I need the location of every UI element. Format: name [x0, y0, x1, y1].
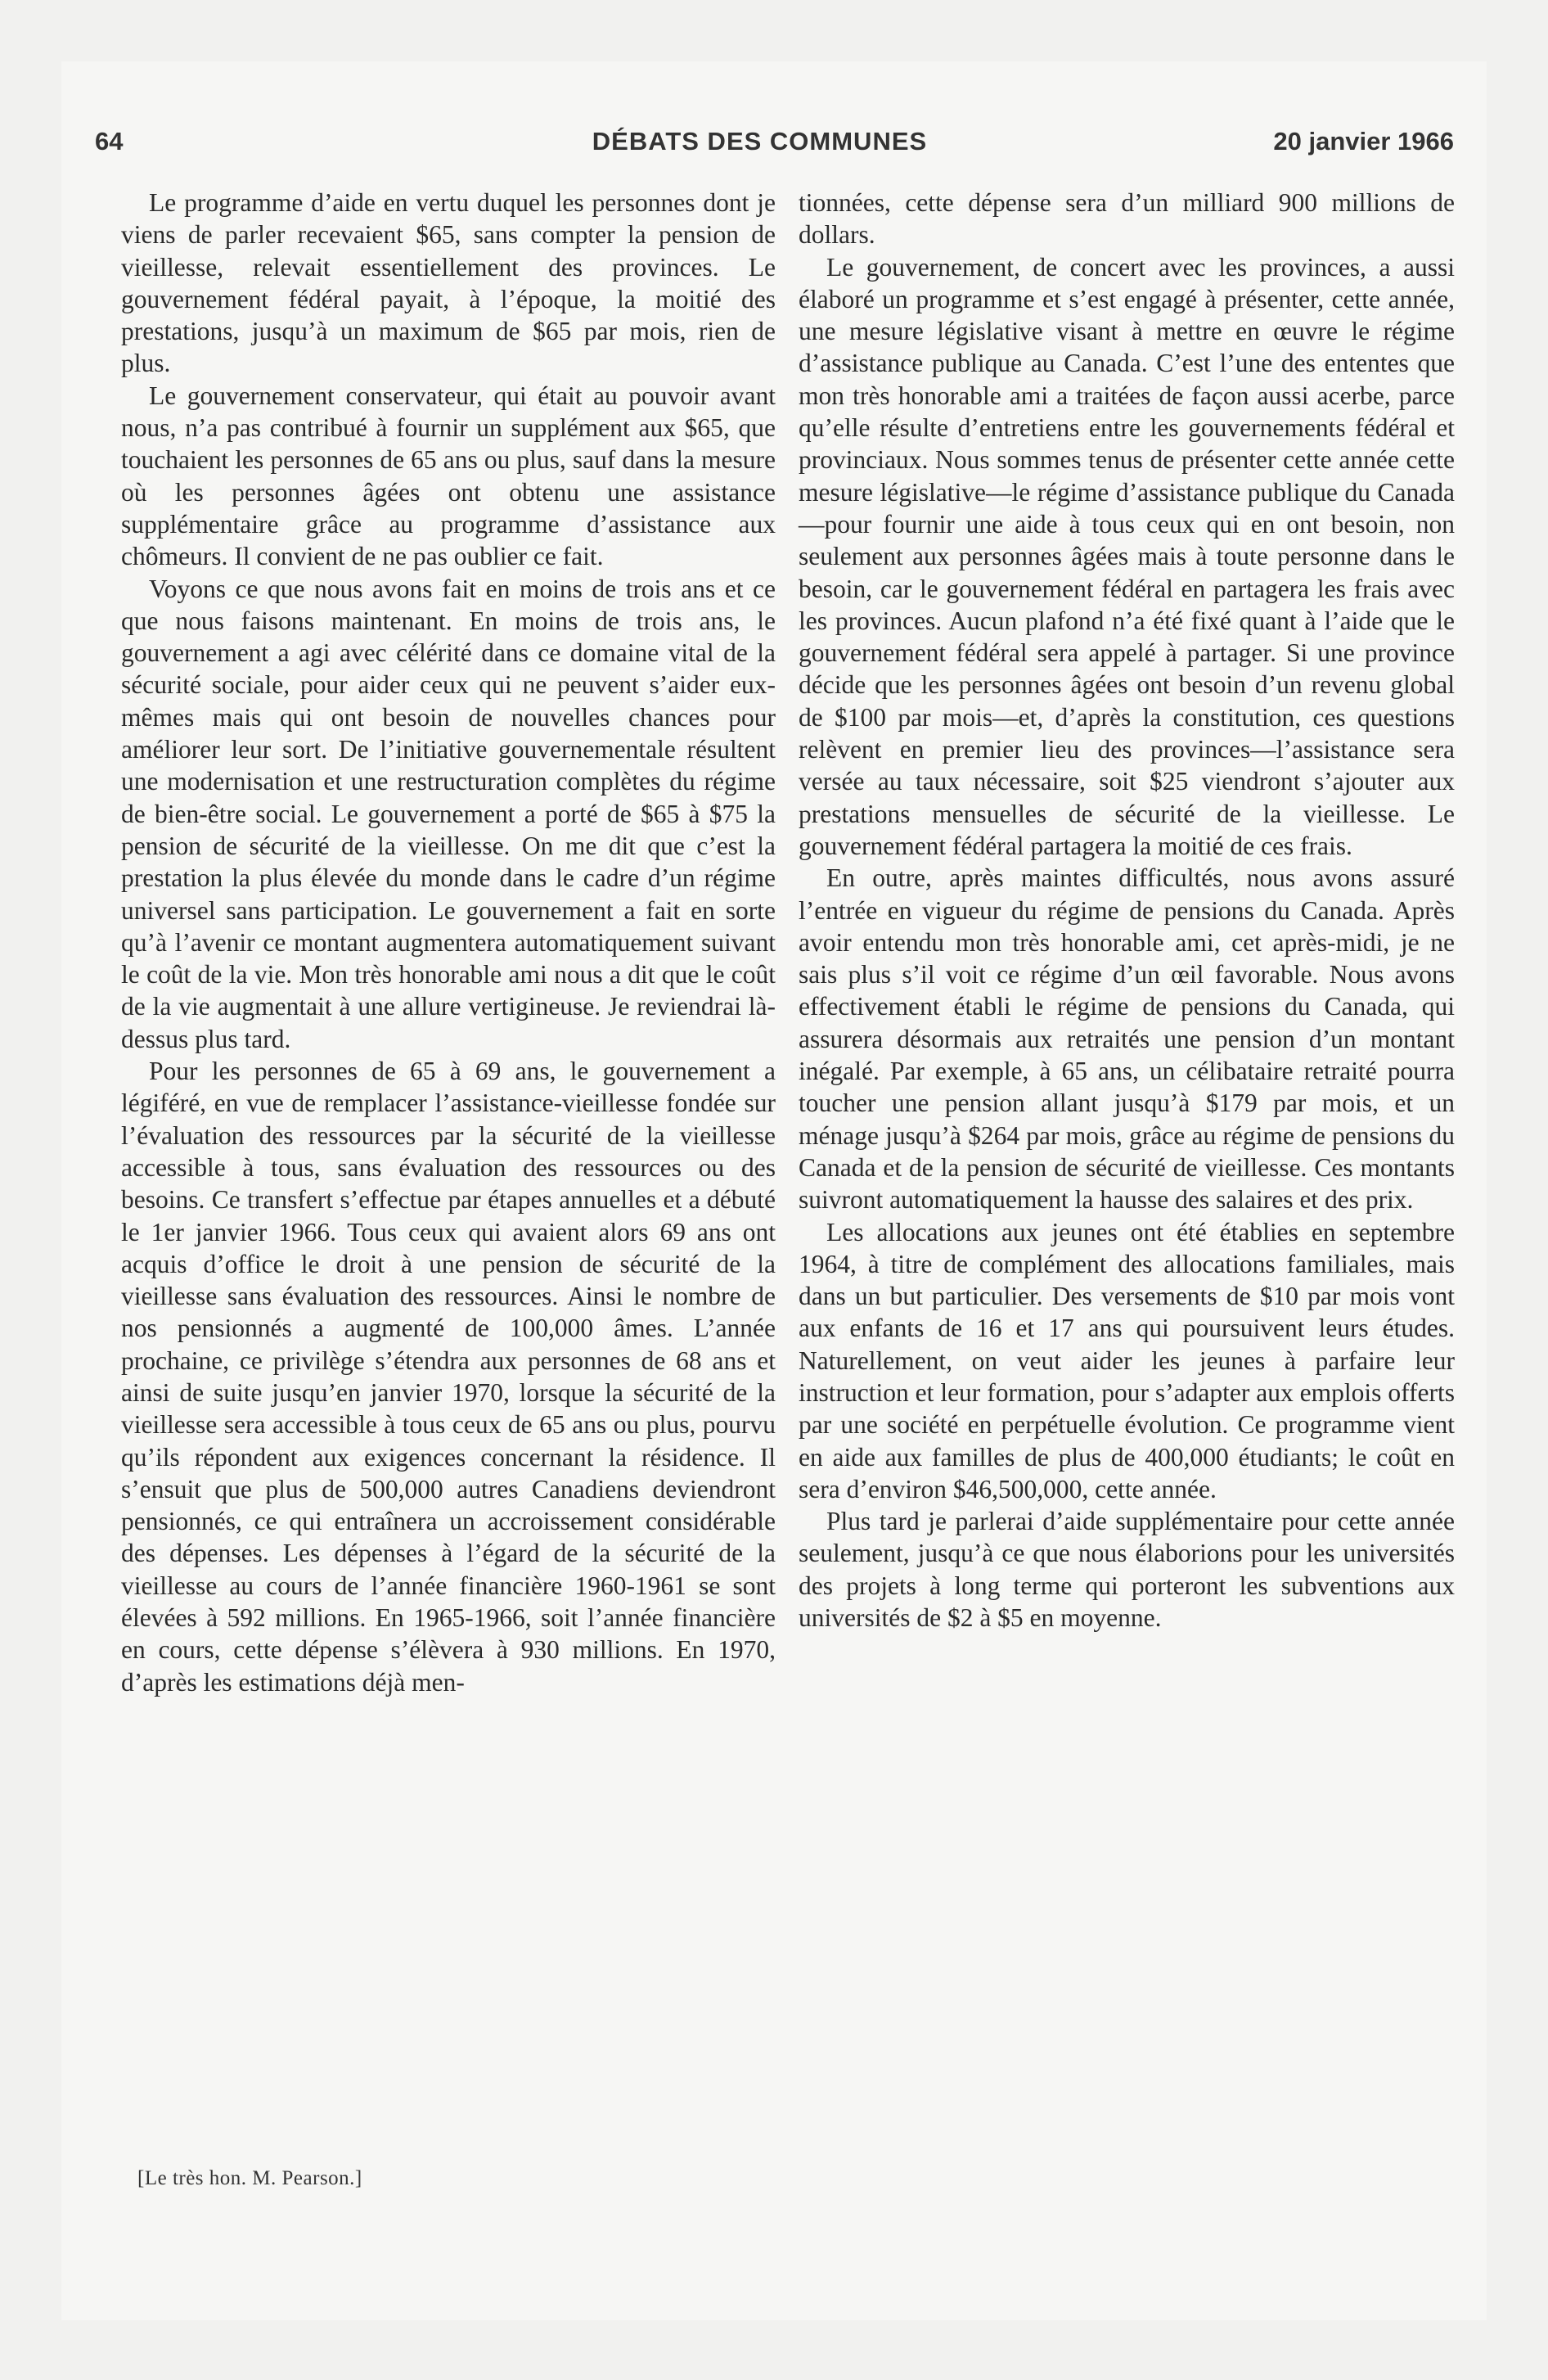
- page-title: DÉBATS DES COMMUNES: [592, 127, 928, 156]
- paragraph: Le programme d’aide en vertu duquel les personnes dont je viens de parler recevaient $65, sans compter la pension de vieillesse, relevait essentiellement des provinces. Le gouvernement fédéral payait, à l’époque, la moitié des prestations, jusqu’à un maximum de $65 par mois, rien de plus.: [121, 188, 776, 378]
- paragraph: Le gouvernement, de concert avec les provinces, a aussi élaboré un programme et s’est engagé à présenter, cette année, une mesure législative visant à mettre en œuvre le régime d’assistance publique au Canada. C’est l’une des ententes que mon très honorable ami a traitées de façon aussi acerbe, parce qu’elle résulte d’entretiens entre les gouvernements fédéral et provinciaux. Nous sommes tenus de présenter cette année cette mesure législative—le régime d’assistance publique du Canada—pour fournir une aide à tous ceux qui en ont besoin, non seulement aux personnes âgées mais à toute personne dans le besoin, car le gouvernement fédéral en partagera les frais avec les provinces. Aucun plafond n’a été fixé quant à l’aide que le gouvernement fédéral sera appelé à partager. Si une province décide que les personnes âgées ont besoin d’un revenu global de $100 par mois—et, d’après la constitution, ces questions relèvent en premier lieu des provinces—l’assistance sera versée au taux nécessaire, soit $25 viendront s’ajouter aux prestations mensuelles de sécurité de la vieillesse. Le gouvernement fédéral partagera la moitié de ces frais.: [799, 252, 1455, 860]
- paragraph: Pour les personnes de 65 à 69 ans, le gouvernement a légiféré, en vue de remplacer l’assistance-vieillesse fondée sur l’évaluation des ressources par la sécurité de la vieillesse accessible à tous, sans évaluation des ressources ou des besoins. Ce transfert s’effectue par étapes annuelles et a débuté le 1er janvier 1966. Tous ceux qui avaient alors 69 ans ont acquis d’office le droit à une pension de sécurité de la vieillesse sans évaluation des ressources. Ainsi le nombre de nos pensionnés a augmenté de 100,000 âmes. L’année prochaine, ce privilège s’étendra aux personnes de 68 ans et ainsi de suite jusqu’en janvier 1970, lorsque la sécurité de la vieillesse sera accessible à tous ceux de 65 ans ou plus, pourvu qu’ils répondent aux exigences concernant la résidence. Il s’ensuit que plus de 500,000 autres Canadiens deviendront pensionnés, ce qui entraînera un accroissement considérable des dépenses. Les dépenses à l’égard de la sécurité de la vieillesse au cours de l’année financière 1960-1961 se sont élevées à 592 millions. En 1965-1966, soit l’année financière en cours, cette dépense s’élèvera à 930 millions. En 1970, d’après les estimations déjà men-: [121, 1057, 776, 1697]
- right-column: [799, 187, 1455, 1634]
- paragraph: Plus tard je parlerai d’aide supplémentaire pour cette année seulement, jusqu’à ce que nous élaborions pour les universités des projets à long terme qui porteront les subventions aux universités de $2 à $5 en moyenne.: [799, 1507, 1455, 1633]
- page-header: [65, 61, 1454, 156]
- page-number: 64: [95, 127, 124, 156]
- paragraph: En outre, après maintes difficultés, nous avons assuré l’entrée en vigueur du régime de pensions du Canada. Après avoir entendu mon très honorable ami, cet après-midi, je ne sais plus s’il voit ce régime d’un œil favorable. Nous avons effectivement établi le régime de pensions du Canada, qui assurera désormais aux retraités une pension d’un montant inégalé. Par exemple, à 65 ans, un célibataire retraité pourra toucher une pension allant jusqu’à $179 par mois, et un ménage jusqu’à $264 par mois, grâce au régime de pensions du Canada et de la pension de sécurité de vieillesse. Ces montants suivront automatiquement la hausse des salaires et des prix.: [799, 863, 1455, 1215]
- speaker-attribution: [Le très hon. M. Pearson.]: [137, 2167, 362, 2189]
- left-column: [121, 187, 776, 1698]
- paragraph: Le gouvernement conservateur, qui était au pouvoir avant nous, n’a pas contribué à fournir un supplément aux $65, que touchaient les personnes de 65 ans ou plus, sauf dans la mesure où les personnes âgées ont obtenu une assistance supplémentaire grâce au programme d’assistance aux chômeurs. Il convient de ne pas oublier ce fait.: [121, 381, 776, 571]
- paragraph: Les allocations aux jeunes ont été établies en septembre 1964, à titre de complément des allocations familiales, mais dans un but particulier. Des versements de $10 par mois vont aux enfants de 16 et 17 ans qui poursuivent leurs études. Naturellement, on veut aider les jeunes à parfaire leur instruction et leur formation, pour s’adapter aux emplois offerts par une société en perpétuelle évolution. Ce programme vient en aide aux familles de plus de 400,000 étudiants; le coût en sera d’environ $46,500,000, cette année.: [799, 1217, 1455, 1503]
- page-date: 20 janvier 1966: [1273, 127, 1454, 156]
- paragraph-continuation: tionnées, cette dépense sera d’un milliard 900 millions de dollars.: [799, 188, 1455, 250]
- paragraph: Voyons ce que nous avons fait en moins de trois ans et ce que nous faisons maintenant. En moins de trois ans, le gouvernement a agi avec célérité dans ce domaine vital de la sécurité sociale, pour aider ceux qui ne peuvent s’aider eux-mêmes mais qui ont besoin de nouvelles chances pour améliorer leur sort. De l’initiative gouvernementale résultent une modernisation et une restructuration complètes du régime de bien-être social. Le gouvernement a porté de $65 à $75 la pension de sécurité de la vieillesse. On me dit que c’est la prestation la plus élevée du monde dans le cadre d’un régime universel sans participation. Le gouvernement a fait en sorte qu’à l’avenir ce montant augmentera automatiquement suivant le coût de la vie. Mon très honorable ami nous a dit que le coût de la vie augmentait à une allure vertigineuse. Je reviendrai là-dessus plus tard.: [121, 574, 776, 1053]
